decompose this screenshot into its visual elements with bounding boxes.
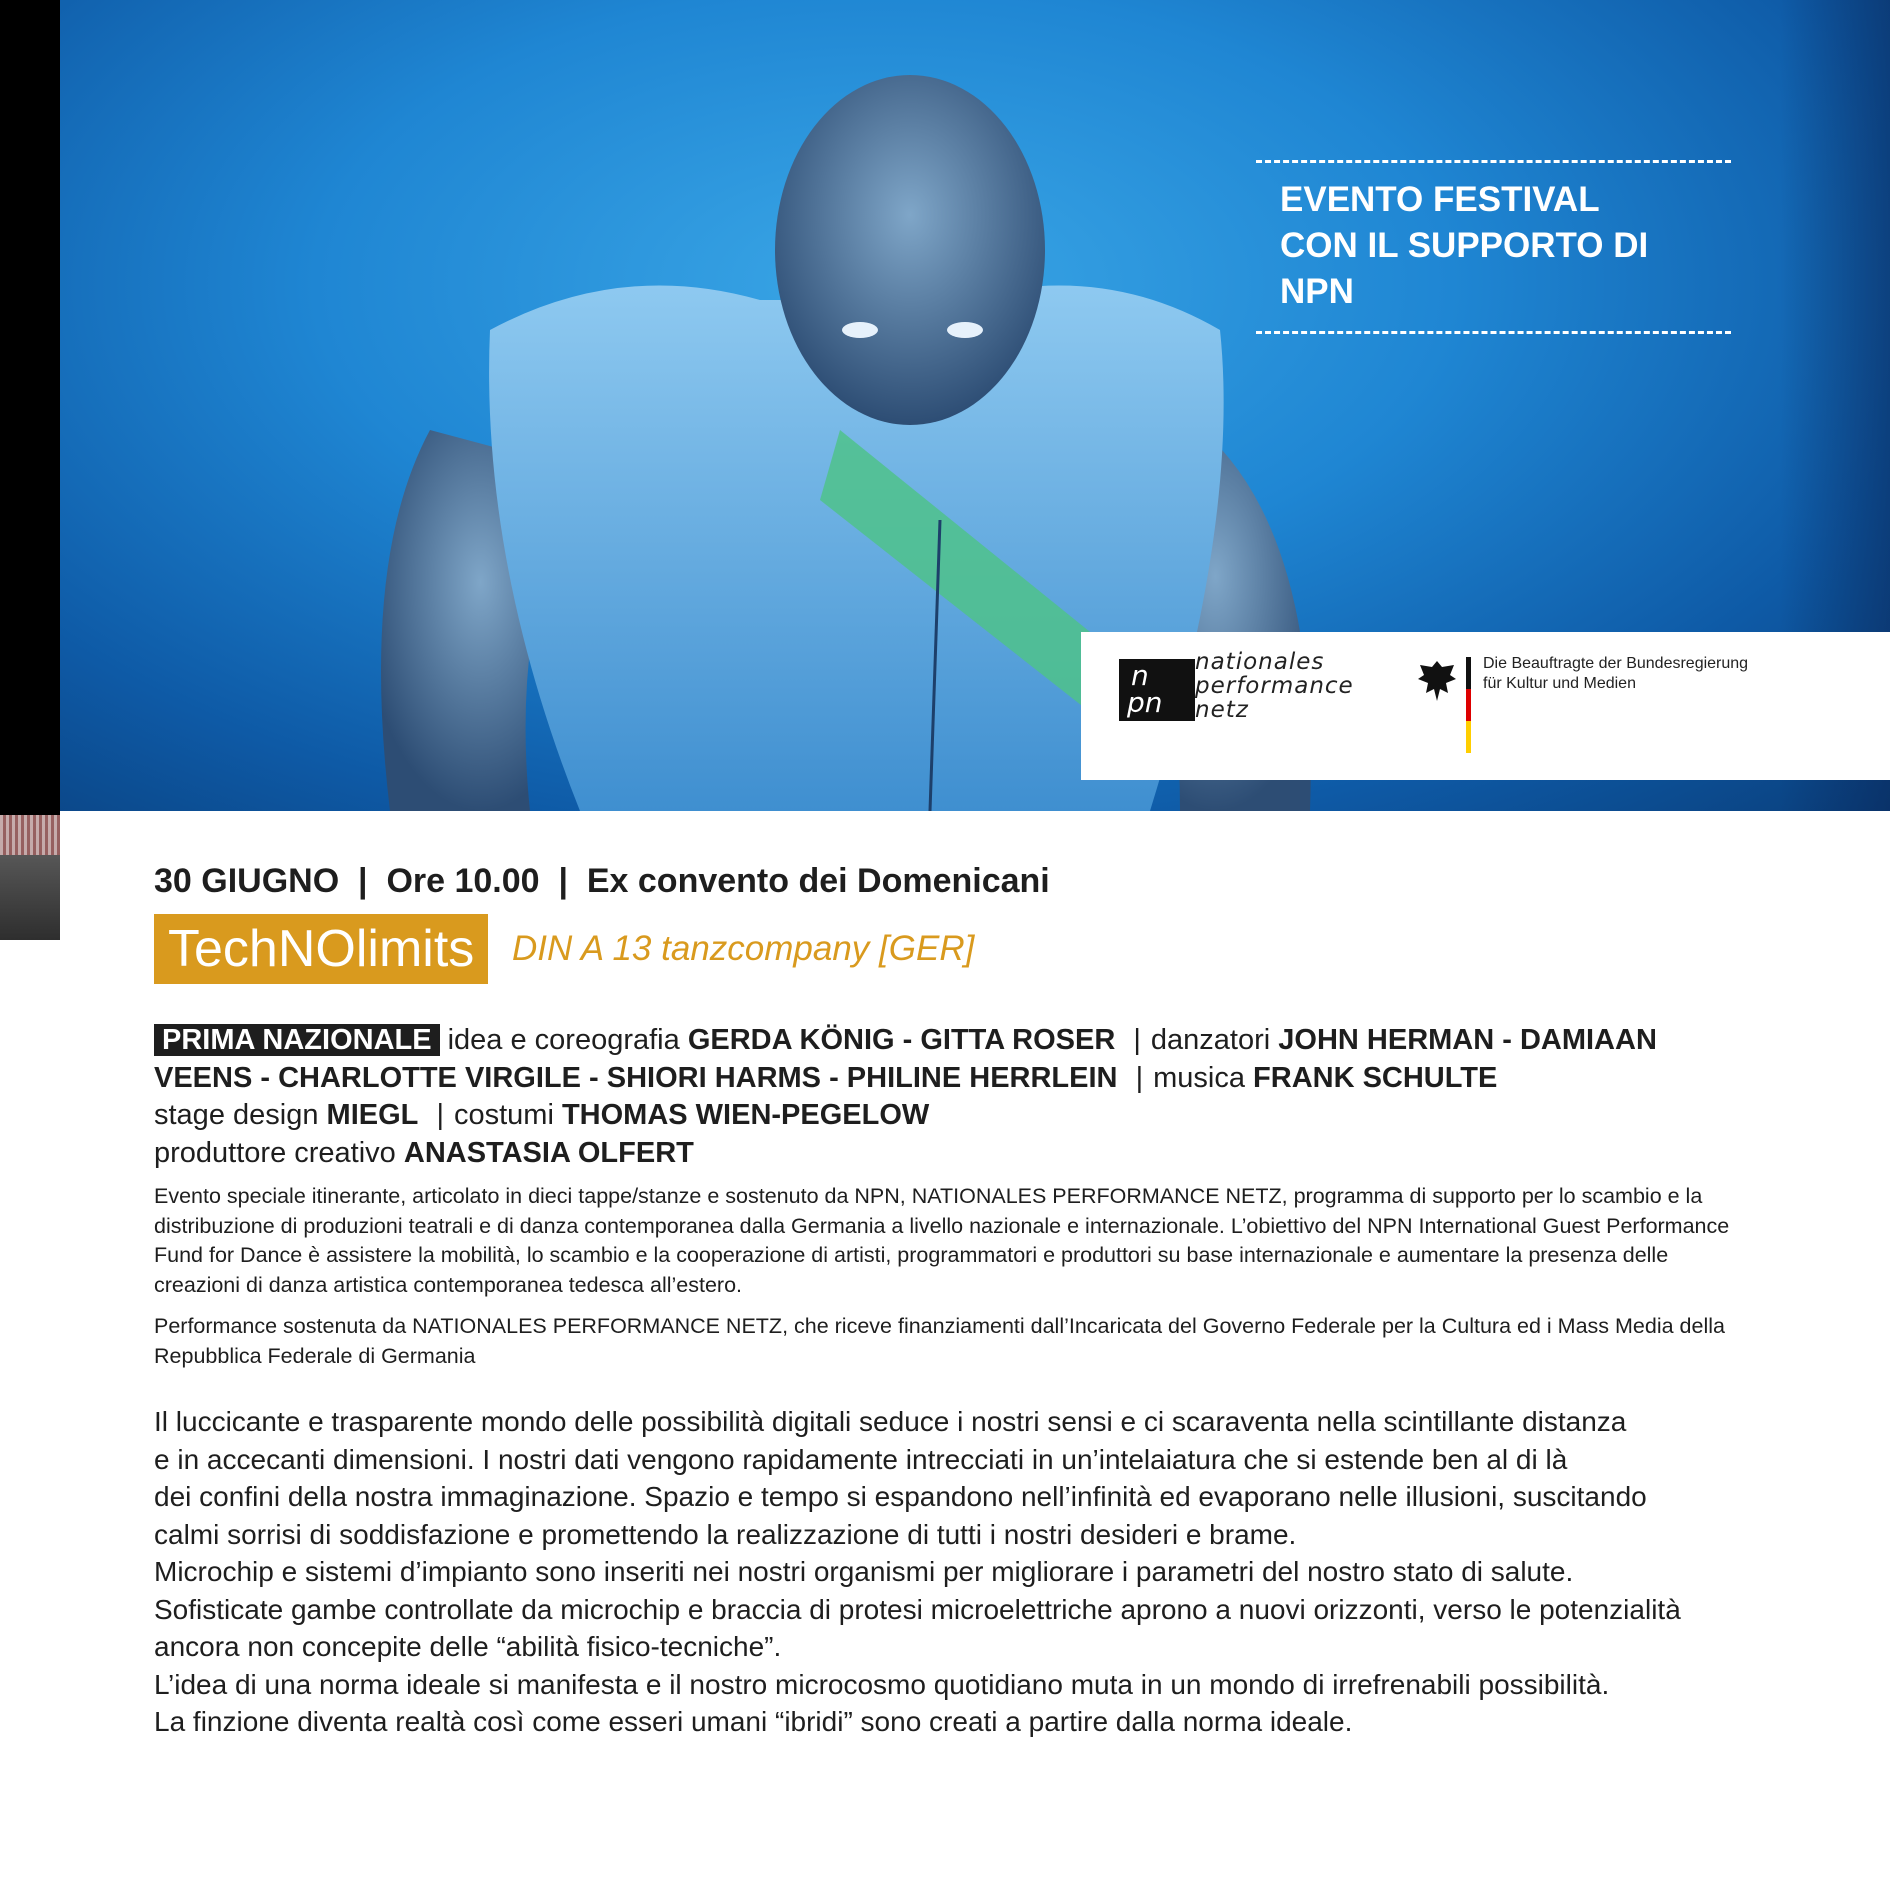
description-line: La finzione diventa realtà così come esseri umani “ibridi” sono creati a partire dalla norma ideale. <box>154 1706 1353 1737</box>
description-line: e in accecanti dimensioni. I nostri dati vengono rapidamente intrecciati in un’intelaiatura che si estende ben al di là <box>154 1443 1568 1475</box>
stage-label: stage design <box>154 1099 319 1131</box>
description-line: Il luccicante e trasparente mondo delle possibilità digitali seduce i nostri sensi e ci scaraventa nella scintillante distanza <box>154 1406 1627 1437</box>
german-flag-bar <box>1466 657 1471 753</box>
idea-names: GERDA KÖNIG - GITTA ROSER <box>687 1024 1116 1056</box>
banner-line-1: EVENTO FESTIVAL <box>1280 180 1600 219</box>
rug-fringe <box>0 815 60 855</box>
sponsor-logos <box>1081 632 1890 780</box>
dancers-label: danzatori <box>1150 1024 1271 1056</box>
npn-text-line-1: nationales <box>1195 649 1325 675</box>
bkm-logo-text <box>1483 654 1748 694</box>
npn-logo-mark <box>1119 659 1195 721</box>
notes-paragraph-1: Evento speciale itinerante, articolato in dieci tappe/stanze e sostenuto da NPN, NATIONALES PERFORMANCE NETZ, programma di supporto per lo scambio e la distribuzione di produzioni teatrali e di danza contemporanea dalla Germania a livello nazionale e internazionale. L’obiettivo del NPN International Guest Performance Fund for Dance è assistere la mobilità, lo scambio e la cooperazione di artisti, programmatori e produttori su base internazionale e aumentare la presenza delle creazioni di danza artistica contemporanea tedesca all’estero. <box>154 1184 1730 1297</box>
credits-line-1 <box>154 1022 1754 1060</box>
producer-name: ANASTASIA OLFERT <box>403 1136 694 1169</box>
dancers-names-1: JOHN HERMAN - DAMIAAN <box>1278 1024 1657 1056</box>
left-photo-strip <box>0 0 60 940</box>
credits-line-3 <box>154 1097 1754 1135</box>
costumes-label: costumi <box>453 1099 554 1131</box>
npn-mark-n: n <box>1131 659 1149 692</box>
bkm-line-2: für Kultur und Medien <box>1483 675 1636 692</box>
dancers-names-2: VEENS - CHARLOTTE VIRGILE - SHIORI HARMS - PHILINE HERRLEIN <box>154 1061 1118 1094</box>
company-name: DIN A 13 tanzcompany [GER] <box>512 929 975 968</box>
title-row <box>154 914 1754 984</box>
npn-mark-pn: pn <box>1127 686 1163 719</box>
banner-line-2: CON IL SUPPORTO DI NPN <box>1280 226 1649 311</box>
description-line: L’idea di una norma ideale si manifesta e il nostro microcosmo quotidiano muta in un mondo di irrefrenabili possibilità. <box>154 1668 1610 1700</box>
separator: | <box>1133 1024 1141 1056</box>
music-label: musica <box>1153 1061 1245 1094</box>
npn-text-line-3: netz <box>1195 697 1249 723</box>
separator: | <box>1135 1061 1144 1094</box>
npn-logo-text <box>1195 650 1354 722</box>
event-title: TechNOlimits <box>154 914 488 984</box>
stage-name: MIEGL <box>326 1099 419 1131</box>
costumes-name: THOMAS WIEN-PEGELOW <box>561 1099 930 1131</box>
festival-banner <box>1256 160 1731 334</box>
federal-eagle-icon <box>1416 657 1458 705</box>
event-dateline: 30 GIUGNO | Ore 10.00 | Ex convento dei Domenicani <box>154 862 1050 900</box>
separator: | <box>436 1099 444 1131</box>
credits-block <box>154 1022 1754 1172</box>
idea-label: idea e coreografia <box>447 1024 680 1056</box>
notes-block <box>154 1182 1754 1371</box>
credits-line-2 <box>154 1060 1754 1098</box>
description-line: Microchip e sistemi d’impianto sono inseriti nei nostri organismi per migliorare i parametri del nostro stato di salute. <box>154 1556 1574 1587</box>
npn-text-line-2: performance <box>1195 673 1354 699</box>
music-name: FRANK SCHULTE <box>1253 1061 1498 1094</box>
description-line: Sofisticate gambe controllate da microchip e braccia di protesi microelettriche aprono a nuovi orizzonti, verso le potenzialità <box>154 1593 1681 1625</box>
notes-paragraph-2: Performance sostenuta da NATIONALES PERFORMANCE NETZ, che riceve finanziamenti dall’Incaricata del Governo Federale per la Cultura ed i Mass Media della Repubblica Federale di Germania <box>154 1314 1725 1368</box>
description-line: calmi sorrisi di soddisfazione e promettendo la realizzazione di tutti i nostri desideri e brame. <box>154 1518 1297 1550</box>
description-line: ancora non concepite delle “abilità fisico-tecniche”. <box>154 1631 782 1662</box>
bkm-line-1: Die Beauftragte der Bundesregierung <box>1483 655 1749 672</box>
description-block <box>154 1403 1754 1741</box>
premiere-badge: PRIMA NAZIONALE <box>154 1024 440 1056</box>
credits-line-4 <box>154 1135 1754 1173</box>
producer-label: produttore creativo <box>154 1136 396 1169</box>
event-content <box>154 860 1754 1741</box>
description-line: dei confini della nostra immaginazione. Spazio e tempo si espandono nell’infinità ed evaporano nelle illusioni, suscitando <box>154 1481 1647 1512</box>
